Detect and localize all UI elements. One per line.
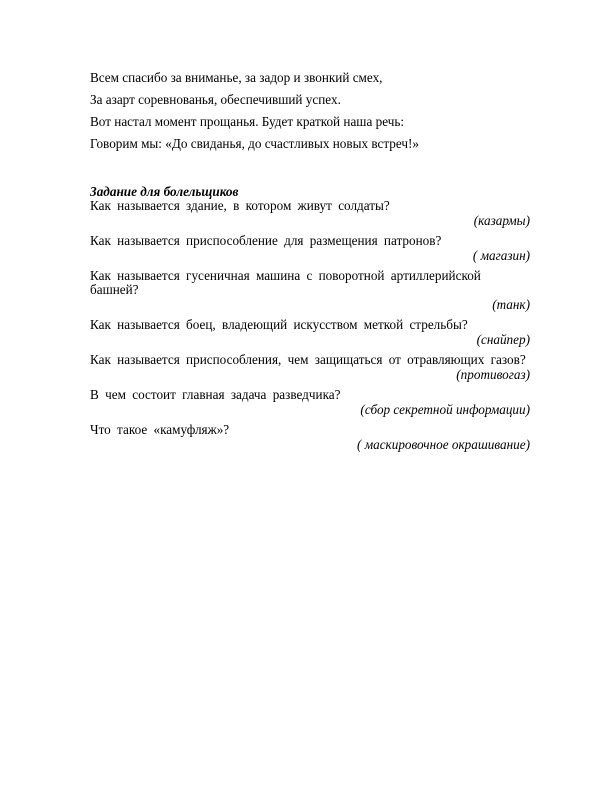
quiz-item — [90, 388, 530, 418]
quiz-question: Как называется боец, владеющий искусством меткой стрельбы? — [90, 317, 468, 332]
quiz-answer: (снайпер) — [476, 332, 530, 347]
quiz-answer: (противогаз) — [456, 367, 530, 382]
quiz-question: Как называется приспособления, чем защищаться от отравляющих газов? — [90, 352, 526, 367]
poem-line: Вот настал момент прощанья. Будет краткой наша речь: — [90, 114, 405, 129]
quiz-item — [90, 353, 530, 383]
quiz-question: В чем состоит главная задача разведчика? — [90, 387, 341, 402]
quiz-title: Задание для болельщиков — [90, 184, 239, 199]
quiz-item — [90, 269, 530, 313]
poem-line: За азарт соревнованья, обеспечивший успех. — [90, 92, 341, 107]
quiz-question: Как называется здание, в котором живут солдаты? — [90, 198, 390, 213]
quiz-question: Как называется приспособление для размещения патронов? — [90, 233, 442, 248]
quiz-answer: (сбор секретной информации) — [360, 402, 530, 417]
quiz-answer: (танк) — [492, 297, 530, 312]
quiz-item — [90, 423, 530, 453]
quiz-item — [90, 318, 530, 348]
quiz-question: Что такое «камуфляж»? — [90, 422, 230, 437]
quiz-answer: ( магазин) — [472, 248, 530, 263]
quiz-item — [90, 234, 530, 264]
poem-line: Всем спасибо за вниманье, за задор и звонкий смех, — [90, 70, 383, 85]
quiz-item — [90, 199, 530, 229]
fans-quiz — [90, 185, 530, 458]
farewell-poem — [90, 70, 530, 158]
quiz-question: Как называется гусеничная машина с поворотной артиллерийской башней? — [90, 268, 481, 297]
poem-line: Говорим мы: «До свиданья, до счастливых новых встреч!» — [90, 136, 420, 151]
quiz-answer: (казармы) — [473, 213, 530, 228]
quiz-answer: ( маскировочное окрашивание) — [357, 437, 530, 452]
